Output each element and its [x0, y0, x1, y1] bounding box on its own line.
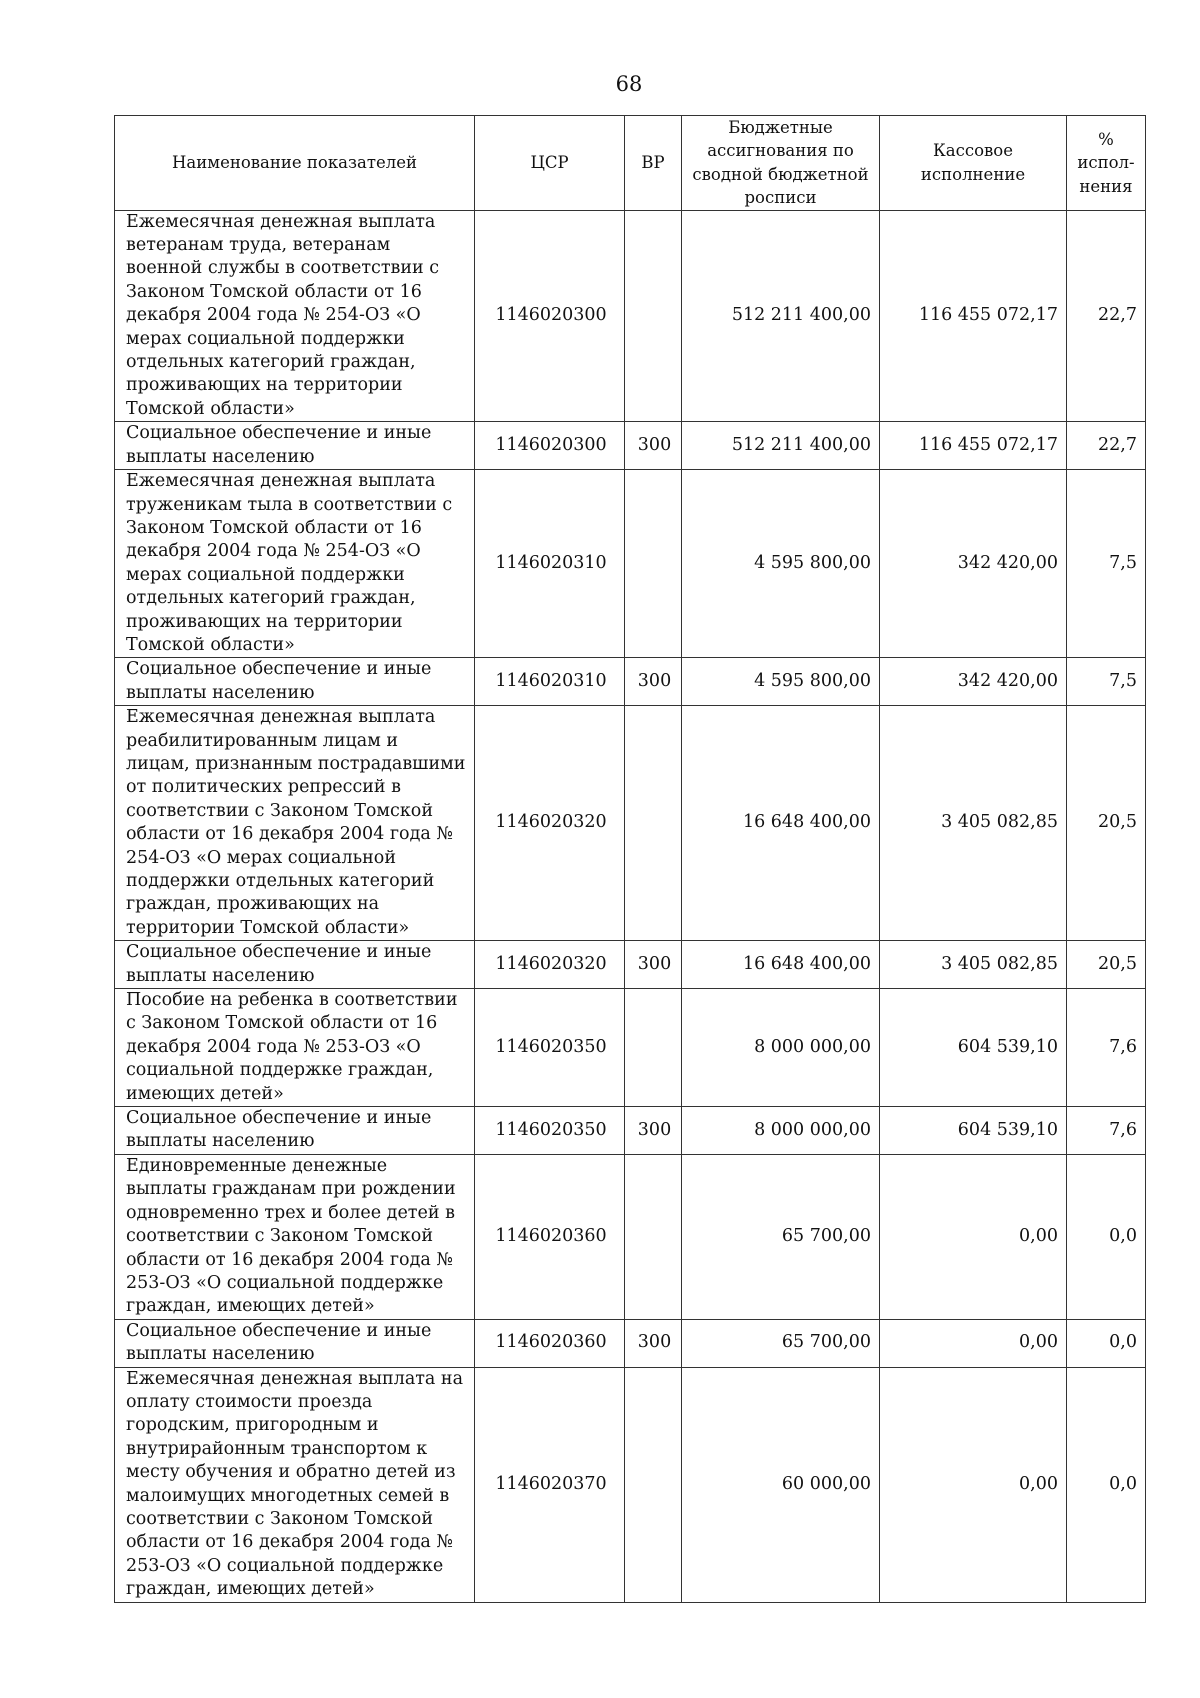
row-percent: 0,0: [1067, 1154, 1146, 1319]
row-csr: 1146020360: [475, 1154, 625, 1319]
table-row: [115, 1319, 1146, 1367]
row-percent: 7,5: [1067, 658, 1146, 706]
row-vr: [625, 1154, 682, 1319]
row-name: Единовременные денежные выплаты гражданам при рождении одновременно трех и более детей в соответствии с Законом Томской области от 16 декабря 2004 года № 253-ОЗ «О социальной поддержке граждан, имеющих детей»: [115, 1154, 475, 1319]
row-vr: 300: [625, 1107, 682, 1155]
row-actual: 604 539,10: [880, 989, 1067, 1107]
row-planned: 8 000 000,00: [682, 989, 880, 1107]
row-planned: 16 648 400,00: [682, 941, 880, 989]
row-name: Ежемесячная денежная выплата труженикам тыла в соответствии с Законом Томской области от 16 декабря 2004 года № 254-ОЗ «О мерах социальной поддержки отдельных категорий граждан, проживающих на территории Томской области»: [115, 470, 475, 658]
row-name: Ежемесячная денежная выплата на оплату стоимости проезда городским, пригородным и внутрирайонным транспортом к месту обучения и обратно детей из малоимущих многодетных семей в соответствии с Законом Томской области от 16 декабря 2004 года № 253-ОЗ «О социальной поддержке граждан, имеющих детей»: [115, 1367, 475, 1602]
row-actual: 3 405 082,85: [880, 706, 1067, 941]
row-percent: 7,5: [1067, 470, 1146, 658]
row-name: Пособие на ребенка в соответствии с Законом Томской области от 16 декабря 2004 года № 253-ОЗ «О социальной поддержке граждан, имеющих детей»: [115, 989, 475, 1107]
row-vr: [625, 989, 682, 1107]
row-actual: 116 455 072,17: [880, 210, 1067, 422]
row-actual: 3 405 082,85: [880, 941, 1067, 989]
row-csr: 1146020300: [475, 422, 625, 470]
row-csr: 1146020310: [475, 470, 625, 658]
row-vr: [625, 1367, 682, 1602]
table-row: [115, 658, 1146, 706]
row-vr: 300: [625, 941, 682, 989]
table-row: [115, 941, 1146, 989]
row-planned: 65 700,00: [682, 1154, 880, 1319]
row-planned: 512 211 400,00: [682, 422, 880, 470]
column-header-name: Наименование показателей: [115, 116, 475, 211]
row-percent: 22,7: [1067, 210, 1146, 422]
table-row: [115, 210, 1146, 422]
row-percent: 22,7: [1067, 422, 1146, 470]
row-vr: [625, 470, 682, 658]
row-percent: 20,5: [1067, 706, 1146, 941]
row-vr: 300: [625, 422, 682, 470]
row-name: Социальное обеспечение и иные выплаты населению: [115, 422, 475, 470]
row-vr: [625, 706, 682, 941]
row-planned: 16 648 400,00: [682, 706, 880, 941]
row-vr: 300: [625, 658, 682, 706]
row-vr: 300: [625, 1319, 682, 1367]
row-percent: 7,6: [1067, 989, 1146, 1107]
row-csr: 1146020350: [475, 989, 625, 1107]
row-planned: 65 700,00: [682, 1319, 880, 1367]
row-name: Ежемесячная денежная выплата реабилитированным лицам и лицам, признанным пострадавшими от политических репрессий в соответствии с Законом Томской области от 16 декабря 2004 года № 254-ОЗ «О мерах социальной поддержки отдельных категорий граждан, проживающих на территории Томской области»: [115, 706, 475, 941]
row-percent: 20,5: [1067, 941, 1146, 989]
row-name: Социальное обеспечение и иные выплаты населению: [115, 658, 475, 706]
table-row: [115, 706, 1146, 941]
row-name: Социальное обеспечение и иные выплаты населению: [115, 1319, 475, 1367]
column-header-actual: Кассовое исполнение: [880, 116, 1067, 211]
row-actual: 604 539,10: [880, 1107, 1067, 1155]
row-planned: 8 000 000,00: [682, 1107, 880, 1155]
row-csr: 1146020350: [475, 1107, 625, 1155]
row-percent: 7,6: [1067, 1107, 1146, 1155]
row-planned: 4 595 800,00: [682, 658, 880, 706]
row-vr: [625, 210, 682, 422]
column-header-percent: % испол-нения: [1067, 116, 1146, 211]
row-csr: 1146020370: [475, 1367, 625, 1602]
table-row: [115, 989, 1146, 1107]
row-name: Социальное обеспечение и иные выплаты населению: [115, 1107, 475, 1155]
row-actual: 342 420,00: [880, 470, 1067, 658]
row-actual: 0,00: [880, 1319, 1067, 1367]
row-planned: 60 000,00: [682, 1367, 880, 1602]
row-actual: 342 420,00: [880, 658, 1067, 706]
row-actual: 116 455 072,17: [880, 422, 1067, 470]
row-percent: 0,0: [1067, 1319, 1146, 1367]
row-csr: 1146020320: [475, 941, 625, 989]
column-header-vr: ВР: [625, 116, 682, 211]
table-row: [115, 422, 1146, 470]
table-header-row: [115, 116, 1146, 211]
row-name: Социальное обеспечение и иные выплаты населению: [115, 941, 475, 989]
budget-execution-table: [114, 115, 1146, 1603]
row-name: Ежемесячная денежная выплата ветеранам труда, ветеранам военной службы в соответствии с Законом Томской области от 16 декабря 2004 года № 254-ОЗ «О мерах социальной поддержки отдельных категорий граждан, проживающих на территории Томской области»: [115, 210, 475, 422]
page-number: 68: [615, 72, 643, 96]
row-csr: 1146020300: [475, 210, 625, 422]
row-planned: 512 211 400,00: [682, 210, 880, 422]
table-row: [115, 1154, 1146, 1319]
column-header-planned: Бюджетные ассигнования по сводной бюджетной росписи: [682, 116, 880, 211]
table-row: [115, 1367, 1146, 1602]
table-row: [115, 470, 1146, 658]
row-planned: 4 595 800,00: [682, 470, 880, 658]
row-csr: 1146020360: [475, 1319, 625, 1367]
row-actual: 0,00: [880, 1154, 1067, 1319]
row-csr: 1146020320: [475, 706, 625, 941]
row-percent: 0,0: [1067, 1367, 1146, 1602]
row-csr: 1146020310: [475, 658, 625, 706]
row-actual: 0,00: [880, 1367, 1067, 1602]
column-header-csr: ЦСР: [475, 116, 625, 211]
table-row: [115, 1107, 1146, 1155]
